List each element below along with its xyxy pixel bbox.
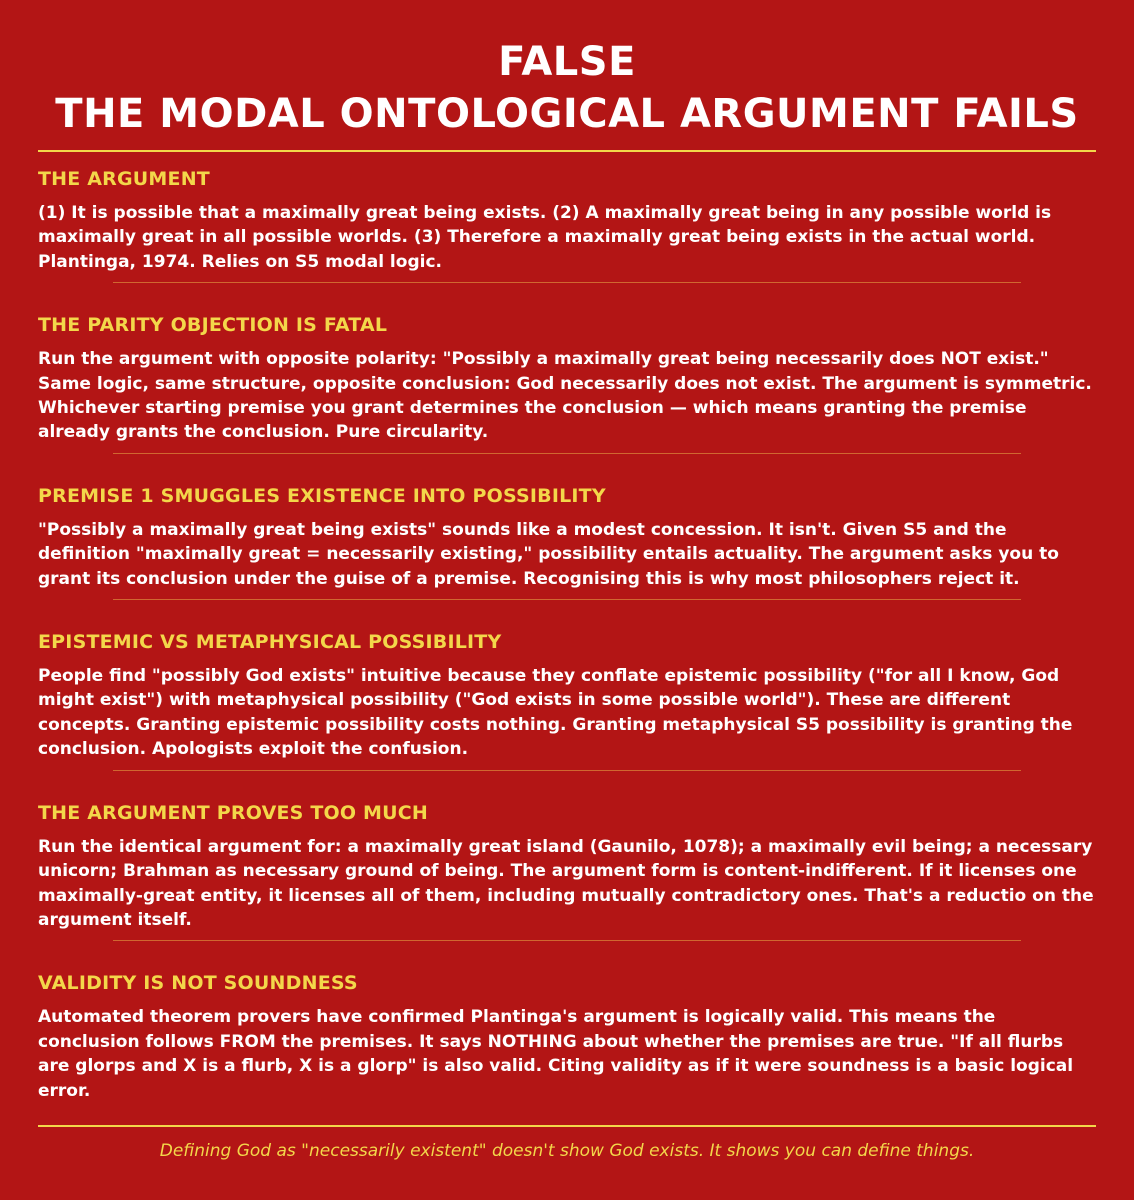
section-body: Run the argument with opposite polarity: "Possibly a maximally great being necessarily does NOT exist." Same logic, same structure, opposite conclusion: God necessarily does not exist. The argument is symmetric. Whichever starting premise you grant determines the conclusion — which means granting the premise already grants the conclusion. Pure circularity. bbox=[38, 349, 1092, 443]
section-heading: THE ARGUMENT PROVES TOO MUCH bbox=[38, 801, 429, 824]
section-premise-smuggles bbox=[38, 484, 1096, 591]
footer-tagline: Defining God as "necessarily existent" doesn't show God exists. It shows you can define things. bbox=[159, 1141, 975, 1161]
section-heading: EPISTEMIC VS METAPHYSICAL POSSIBILITY bbox=[38, 631, 502, 654]
section-body: Run the identical argument for: a maximally great island (Gaunilo, 1078); a maximally evil being; a necessary unicorn; Brahman as necessary ground of being. The argument form is content-indifferent. If it licenses one maximally-great entity, it licenses all of them, including mutually contradictory ones. That's a reductio on the argument itself. bbox=[38, 836, 1094, 930]
section-validity-not-soundness bbox=[38, 971, 1096, 1103]
bottom-divider bbox=[38, 1125, 1096, 1127]
section-body: Automated theorem provers have confirmed Plantinga's argument is logically valid. This means the conclusion follows FROM the premises. It says NOTHING about whether the premises are true. "If all flurbs are glorps and X is a flurb, X is a glorp" is also valid. Citing validity as if it were soundness is a basic logical error. bbox=[38, 1007, 1074, 1101]
section-divider bbox=[113, 453, 1021, 454]
section-heading: THE PARITY OBJECTION IS FATAL bbox=[38, 314, 388, 337]
section-divider bbox=[113, 599, 1021, 600]
sections-list bbox=[38, 167, 1096, 1103]
section-divider bbox=[113, 770, 1021, 771]
page-title: THE MODAL ONTOLOGICAL ARGUMENT FAILS bbox=[55, 91, 1079, 137]
top-divider bbox=[38, 150, 1096, 152]
verdict-title: FALSE bbox=[498, 39, 636, 85]
section-body: People find "possibly God exists" intuitive because they conflate epistemic possibility ("for all I know, God might exist") with metaphysical possibility ("God exists in some possible world"). These are different concepts. Granting epistemic possibility costs nothing. Granting metaphysical S5 possibility is granting the conclusion. Apologists exploit the confusion. bbox=[38, 666, 1073, 760]
section-heading: THE ARGUMENT bbox=[38, 168, 210, 190]
section-divider bbox=[113, 940, 1021, 941]
section-parity-objection bbox=[38, 313, 1096, 445]
title-block bbox=[38, 0, 1096, 150]
section-body: "Possibly a maximally great being exists" sounds like a modest concession. It isn't. Given S5 and the definition "maximally great = necessarily existing," possibility entails actuality. The argument asks you to grant its conclusion under the guise of a premise. Recognising this is why most philosophers reject it. bbox=[38, 519, 1059, 589]
section-heading: VALIDITY IS NOT SOUNDNESS bbox=[38, 972, 358, 995]
section-the-argument bbox=[38, 167, 1096, 274]
section-body: (1) It is possible that a maximally great being exists. (2) A maximally great being in any possible world is maximally great in all possible worlds. (3) Therefore a maximally great being exists in the actual world. Plantinga, 1974. Relies on S5 modal logic. bbox=[38, 203, 1052, 272]
section-divider bbox=[113, 282, 1021, 283]
section-heading: PREMISE 1 SMUGGLES EXISTENCE INTO POSSIBILITY bbox=[38, 484, 606, 507]
section-epistemic-vs-metaphysical bbox=[38, 630, 1096, 762]
section-proves-too-much bbox=[38, 801, 1096, 933]
